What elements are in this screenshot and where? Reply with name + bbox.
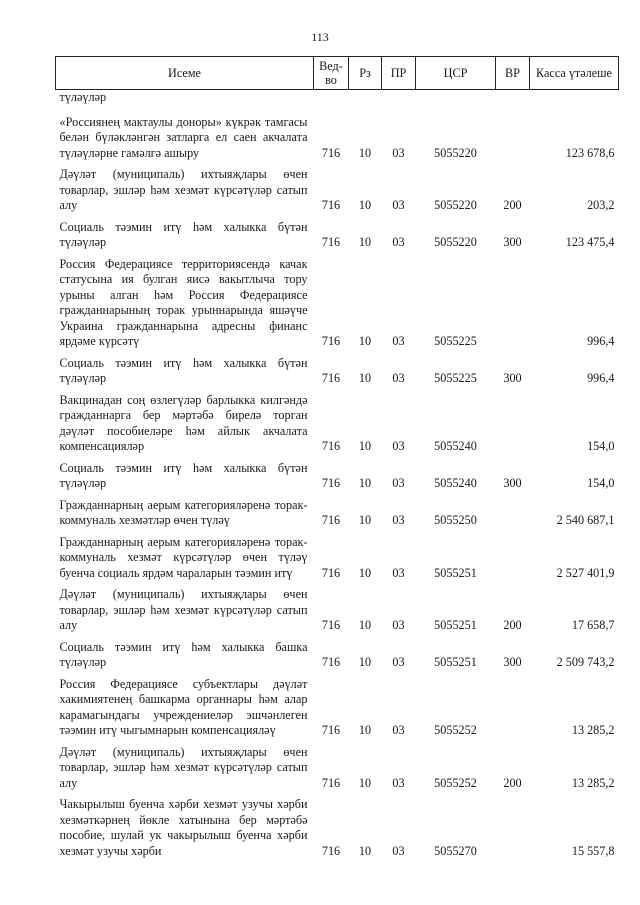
- row-kassa: 154,0: [587, 439, 615, 453]
- row-pr: 03: [392, 618, 405, 632]
- row-vr: 300: [503, 371, 522, 385]
- row-name: Дәүләт (муниципаль) ихтыяҗлары өчен товарлар, эшләр һәм хезмәт күрсәтүләр сатып алу: [59, 167, 308, 212]
- row-rz: 10: [358, 775, 372, 790]
- table-row: [56, 674, 619, 742]
- row-csr: 5055270: [434, 843, 477, 858]
- row-ved: 716: [321, 145, 341, 160]
- page-number: 113: [311, 30, 329, 44]
- row-kassa: 203,2: [587, 198, 615, 212]
- row-rz: 10: [358, 655, 372, 669]
- row-name: Гражданнарның аерым категорияләренә торак-коммуналь хезмәт күрсәтүләр өчен түләү буенча социаль ярдәм чараларын тәэмин итү: [59, 534, 308, 580]
- row-pr: 03: [392, 439, 405, 453]
- row-pr: 03: [392, 476, 405, 490]
- table-row: [56, 90, 619, 112]
- row-pr: 03: [392, 513, 405, 527]
- row-csr: 5055225: [434, 334, 477, 348]
- row-rz: 10: [358, 371, 372, 385]
- row-ved: 716: [321, 775, 341, 790]
- row-name: Чакырылыш буенча хәрби хезмәт узучы хәрби хезмәткәрнең йөкле хатынына бер мәртәбә пособие, шулай ук чакырылыш буенча хәрби хезмәт узучы хәрби: [59, 797, 308, 858]
- row-ved: 716: [321, 513, 341, 527]
- row-name: Социаль тәэмин итү һәм халыкка башка түләүләр: [59, 639, 308, 669]
- row-vr: 300: [503, 235, 522, 249]
- row-vr: 200: [503, 775, 522, 790]
- row-rz: 10: [358, 198, 372, 212]
- table-header-row: [56, 57, 619, 90]
- row-csr: [416, 90, 496, 112]
- row-rz: 10: [358, 334, 372, 348]
- row-ved: 716: [321, 655, 341, 669]
- row-vr: [496, 90, 530, 112]
- row-csr: 5055220: [434, 198, 477, 212]
- row-vr: 200: [503, 618, 522, 632]
- row-csr: 5055220: [434, 235, 477, 249]
- row-vr: [496, 390, 530, 458]
- row-pr: [382, 90, 416, 112]
- table-row: [56, 164, 619, 217]
- header-name: Исеме: [56, 57, 314, 90]
- header-vr: ВР: [496, 57, 530, 90]
- table-row: [56, 794, 619, 862]
- row-kassa: 2 527 401,9: [556, 565, 615, 580]
- row-name: Вакцинадан соң өзлегүләр барлыкка килгәндә гражданнарга бер мәртәбә бирелә торган дәүләт пособиеләре һәм айлык акчалата компенсацияләр: [59, 392, 308, 453]
- header-ved: Вед-во: [314, 57, 349, 90]
- row-pr: 03: [392, 371, 405, 385]
- row-ved: 716: [321, 843, 341, 858]
- row-kassa: 2 540 687,1: [556, 513, 615, 527]
- row-kassa: 123 475,4: [565, 235, 615, 249]
- row-name: Дәүләт (муниципаль) ихтыяҗлары өчен товарлар, эшләр һәм хезмәт күрсәтүләр сатып алу: [59, 587, 308, 632]
- row-ved: 716: [321, 198, 341, 212]
- header-kassa: Касса үтәлеше: [530, 57, 619, 90]
- header-pr: ПР: [382, 57, 416, 90]
- row-vr: [496, 794, 530, 862]
- row-kassa: 13 285,2: [571, 775, 615, 790]
- row-pr: 03: [392, 198, 405, 212]
- row-ved: 716: [321, 334, 341, 348]
- row-name: Россия Федерациясе субъектлары дәүләт хакимиятенең башкарма органнары һәм алар карамагындагы учреждениеләр эшчәнлеген тәэмин итү чыгымнарын компенсацияләү: [59, 676, 308, 737]
- row-pr: 03: [392, 235, 405, 249]
- table-row: [56, 353, 619, 390]
- row-name: түләүләр: [59, 90, 107, 104]
- row-ved: 716: [321, 371, 341, 385]
- row-ved: 716: [321, 618, 341, 632]
- table-row: [56, 637, 619, 674]
- row-kassa: 13 285,2: [571, 723, 615, 737]
- row-rz: 10: [358, 843, 372, 858]
- row-vr: [496, 674, 530, 742]
- header-csr: ЦСР: [416, 57, 496, 90]
- row-rz: 10: [358, 618, 372, 632]
- table-row: [56, 254, 619, 353]
- row-rz: 10: [358, 476, 372, 490]
- row-pr: 03: [392, 655, 405, 669]
- row-kassa: 15 557,8: [571, 843, 615, 858]
- row-csr: 5055251: [434, 618, 477, 632]
- row-ved: 716: [321, 476, 341, 490]
- row-kassa: 154,0: [587, 476, 615, 490]
- row-csr: 5055240: [434, 476, 477, 490]
- header-rz: Рз: [349, 57, 382, 90]
- row-vr: 200: [503, 198, 522, 212]
- table-row: [56, 532, 619, 585]
- row-ved: [314, 90, 349, 112]
- row-ved: 716: [321, 235, 341, 249]
- row-kassa: 2 509 743,2: [556, 655, 615, 669]
- table-row: [56, 217, 619, 254]
- row-rz: [349, 90, 382, 112]
- row-vr: 300: [503, 476, 522, 490]
- row-vr: [496, 254, 530, 353]
- row-csr: 5055220: [434, 145, 477, 160]
- table-row: [56, 390, 619, 458]
- row-csr: 5055225: [434, 371, 477, 385]
- row-csr: 5055240: [434, 439, 477, 453]
- row-ved: 716: [321, 723, 341, 737]
- row-rz: 10: [358, 235, 372, 249]
- table-row: [56, 584, 619, 637]
- row-name: «Россиянең мактаулы доноры» күкрәк тамгасы белән бүләкләнгән затларга ел саен акчалата түләүләрне гамәлгә ашыру: [59, 114, 308, 160]
- row-name: Россия Федерациясе территориясендә качак статусына ия булган яисә вакытлыча тору урыны алган һәм Россия Федерациясе гражданнарының торак урыннарында яшәүче Украина гражданнарына адресны финанс ярдәме күрсәтү: [59, 256, 308, 348]
- row-pr: 03: [392, 145, 405, 160]
- row-ved: 716: [321, 439, 341, 453]
- row-rz: 10: [358, 513, 372, 527]
- row-rz: 10: [358, 565, 372, 580]
- row-rz: 10: [358, 439, 372, 453]
- budget-table: [55, 56, 619, 862]
- row-name: Социаль тәэмин итү һәм халыкка бүтән түләүләр: [59, 460, 308, 490]
- row-pr: 03: [392, 723, 405, 737]
- row-vr: 300: [503, 655, 522, 669]
- row-name: Дәүләт (муниципаль) ихтыяҗлары өчен товарлар, эшләр һәм хезмәт күрсәтүләр сатып алу: [59, 744, 308, 790]
- row-vr: [496, 532, 530, 585]
- row-pr: 03: [392, 843, 405, 858]
- table-row: [56, 742, 619, 795]
- row-csr: 5055252: [434, 775, 477, 790]
- row-pr: 03: [392, 565, 405, 580]
- table-row: [56, 495, 619, 532]
- row-rz: 10: [358, 145, 372, 160]
- row-vr: [496, 112, 530, 165]
- row-name: Социаль тәэмин итү һәм халыкка бүтән түләүләр: [59, 355, 308, 385]
- row-pr: 03: [392, 775, 405, 790]
- row-kassa: 123 678,6: [565, 145, 615, 160]
- row-pr: 03: [392, 334, 405, 348]
- row-vr: [496, 495, 530, 532]
- row-csr: 5055252: [434, 723, 477, 737]
- row-csr: 5055250: [434, 513, 477, 527]
- row-name: Социаль тәэмин итү һәм халыкка бүтән түләүләр: [59, 219, 308, 249]
- table-row: [56, 458, 619, 495]
- row-kassa: [530, 90, 619, 112]
- row-rz: 10: [358, 723, 372, 737]
- row-csr: 5055251: [434, 565, 477, 580]
- row-kassa: 996,4: [587, 371, 615, 385]
- row-name: Гражданнарның аерым категорияләренә торак-коммуналь хезмәтләр өчен түләү: [59, 497, 308, 527]
- row-kassa: 996,4: [587, 334, 615, 348]
- table-row: [56, 112, 619, 165]
- table-body: [56, 90, 619, 863]
- row-kassa: 17 658,7: [571, 618, 615, 632]
- row-csr: 5055251: [434, 655, 477, 669]
- row-ved: 716: [321, 565, 341, 580]
